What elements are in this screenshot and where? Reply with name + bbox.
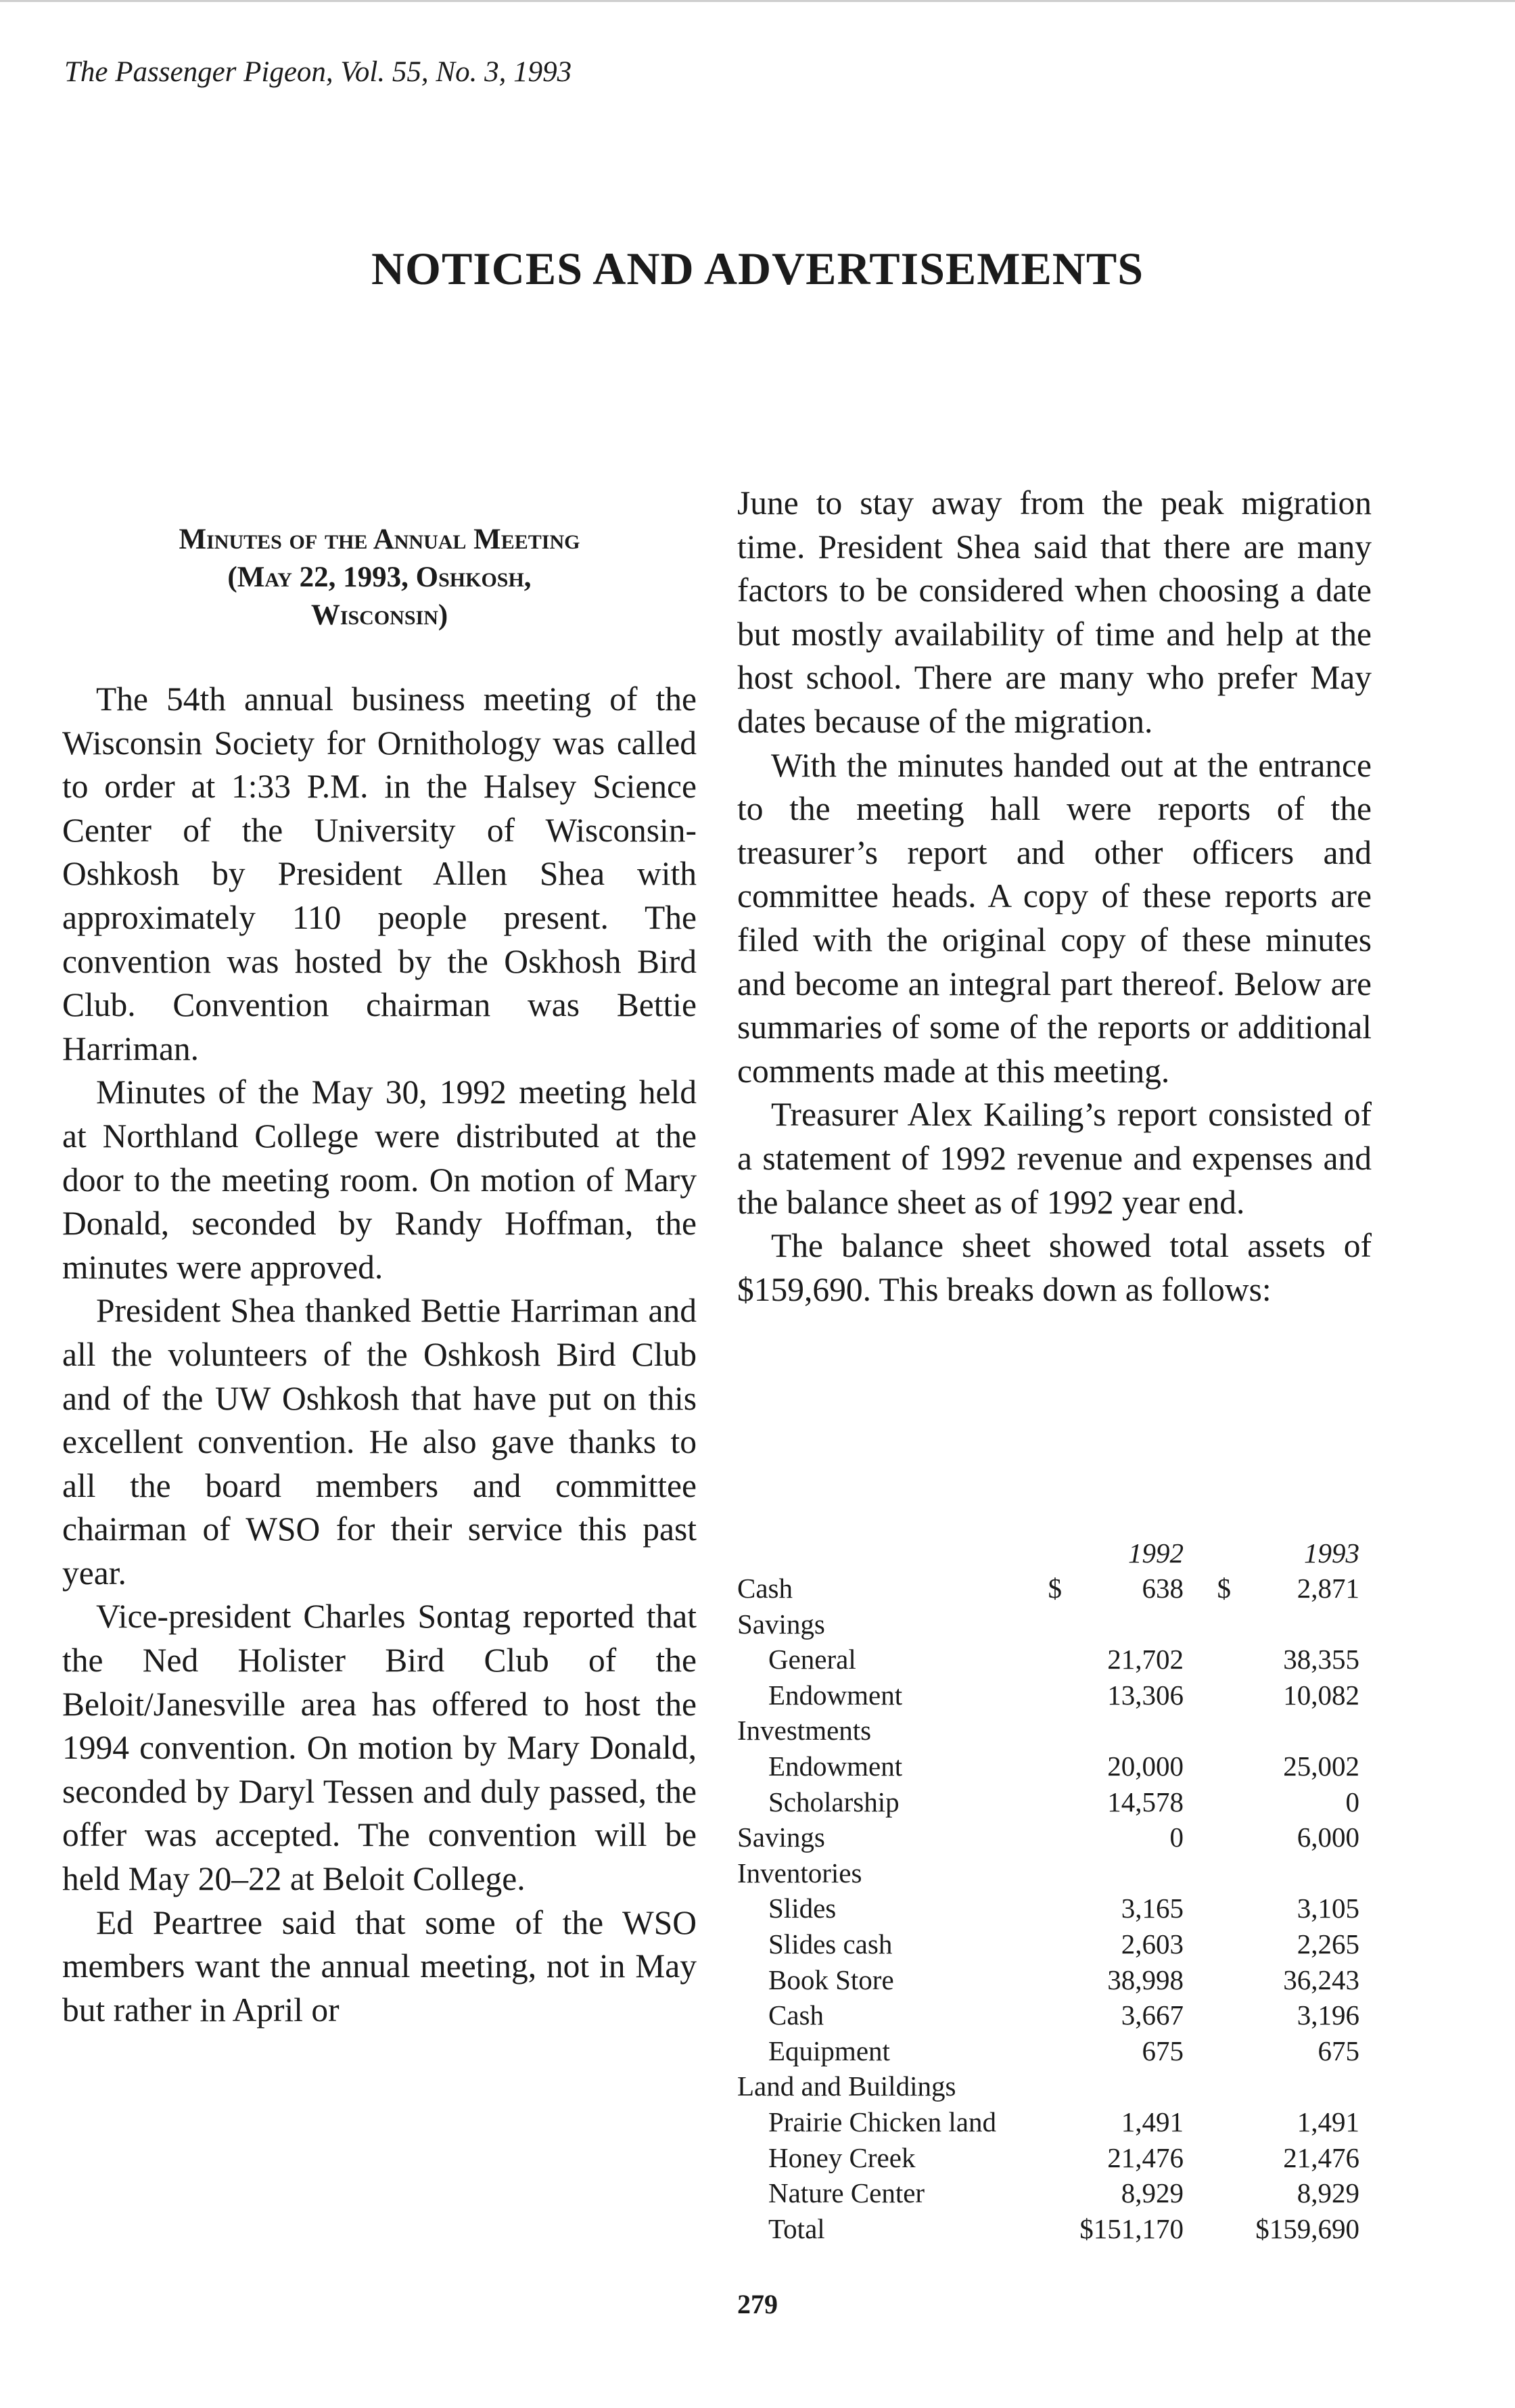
value-1992: 675: [1142, 2035, 1184, 2066]
value-1993: [1231, 1713, 1359, 1749]
value-1993: 2,871: [1297, 1573, 1359, 1604]
table-header-row: [737, 1535, 1359, 1571]
table-row: [737, 1606, 1359, 1642]
paragraph: Minutes of the May 30, 1992 meeting held at Northland College were distributed at the door to the meeting room. On motion of Mary Donald, seconded by Randy Hoffman, the minutes were approved.: [62, 1073, 697, 1286]
table-row: [737, 1855, 1359, 1891]
paragraph: Vice-president Charles Sontag reported that the Ned Holister Bird Club of the Beloit/Janesville area has offered to host the 1994 convention. On motion by Mary Donald, seconded by Daryl Tessen and duly passed, the offer was accepted. The convention will be held May 20–22 at Beloit College.: [62, 1598, 697, 1898]
value-1992: 8,929: [1121, 2177, 1184, 2209]
value-1993: [1231, 2068, 1359, 2104]
balance-sheet-table: [737, 1535, 1359, 2246]
value-1993: [1231, 1855, 1359, 1891]
value-1992: 638: [1142, 1573, 1184, 1604]
value-1993: 8,929: [1297, 2177, 1359, 2209]
section-heading-line: Wisconsin): [310, 599, 448, 631]
row-label: Total: [768, 2213, 825, 2244]
table-row: [737, 1820, 1359, 1855]
column-header-1992: 1992: [1128, 1537, 1184, 1569]
row-label: Cash: [737, 1573, 793, 1604]
table-row: [737, 1997, 1359, 2033]
page-title: NOTICES AND ADVERTISEMENTS: [371, 243, 1144, 294]
row-label: Investments: [737, 1715, 872, 1746]
value-1992: [1062, 1713, 1184, 1749]
table-row: [737, 1891, 1359, 1926]
top-rule: [0, 0, 1515, 2]
value-1992: 21,702: [1107, 1644, 1184, 1675]
row-label: Book Store: [768, 1964, 894, 1995]
row-label: Savings: [737, 1822, 825, 1853]
row-label: Endowment: [768, 1750, 903, 1782]
value-1992: 21,476: [1107, 2141, 1184, 2173]
row-label: Prairie Chicken land: [768, 2106, 997, 2137]
table-row: [737, 1926, 1359, 1962]
value-1992: [1062, 1855, 1184, 1891]
value-1992: 20,000: [1107, 1750, 1184, 1782]
paragraph: June to stay away from the peak migration time. President Shea said that there are many factors to be considered when choosing a date but mostly availability of time and help at the host school. There are many who prefer May dates because of the migration.: [737, 484, 1372, 740]
value-1992: 1,491: [1121, 2106, 1184, 2137]
value-1993: 36,243: [1283, 1964, 1359, 1995]
value-1992: 38,998: [1107, 1964, 1184, 1995]
row-label: Land and Buildings: [737, 2070, 956, 2102]
paragraph: The balance sheet showed total assets of $159,690. This breaks down as follows:: [737, 1227, 1372, 1308]
value-1993: 25,002: [1283, 1750, 1359, 1782]
row-label: Cash: [768, 1999, 824, 2031]
value-1992: $151,170: [1079, 2213, 1184, 2244]
row-label: Slides: [768, 1893, 837, 1924]
table-row: [737, 2033, 1359, 2069]
paragraph: With the minutes handed out at the entrance to the meeting hall were reports of the treasurer’s report and other officers and committee heads. A copy of these reports are filed with the original copy of these minutes and become an integral part thereof. Below are summaries of some of the reports or additional comments made at this meeting.: [737, 746, 1372, 1090]
table-row: [737, 2175, 1359, 2211]
row-label: Honey Creek: [768, 2141, 916, 2173]
row-label: Equipment: [768, 2035, 890, 2066]
left-column: [62, 482, 697, 2032]
row-label: Savings: [737, 1608, 825, 1640]
right-column: [737, 482, 1372, 1312]
row-label: Slides cash: [768, 1928, 893, 1960]
table-row: [737, 1677, 1359, 1713]
table-row: [737, 1642, 1359, 1677]
value-1992: 14,578: [1107, 1786, 1184, 1817]
paragraph: Treasurer Alex Kailing’s report consisted of a statement of 1992 revenue and expenses and the balance sheet as of 1992 year end.: [737, 1096, 1372, 1221]
currency-symbol: $: [1217, 1573, 1231, 1604]
table-row: [737, 1749, 1359, 1784]
section-heading-line: Minutes of the Annual Meeting: [179, 524, 580, 555]
table-row: [737, 2104, 1359, 2140]
table-row: [737, 2140, 1359, 2176]
value-1992: [1062, 2068, 1184, 2104]
balance-sheet-body: [737, 1571, 1359, 2246]
value-1993: 10,082: [1283, 1679, 1359, 1711]
table-row: [737, 1784, 1359, 1820]
section-heading-line: (May 22, 1993, Oshkosh,: [227, 561, 532, 593]
value-1993: 2,265: [1297, 1928, 1359, 1960]
value-1993: 38,355: [1283, 1644, 1359, 1675]
value-1992: 3,667: [1121, 1999, 1184, 2031]
row-label: General: [768, 1644, 856, 1675]
value-1993: 675: [1318, 2035, 1359, 2066]
value-1993: 0: [1345, 1786, 1359, 1817]
currency-symbol: $: [1048, 1573, 1062, 1604]
value-1993: 1,491: [1297, 2106, 1359, 2137]
running-head: The Passenger Pigeon, Vol. 55, No. 3, 1993: [64, 56, 572, 88]
paragraph: The 54th annual business meeting of the Wisconsin Society for Ornithology was called to order at 1:33 P.M. in the Halsey Science Center of the University of Wisconsin-Oshkosh by President Allen Shea with approximately 110 people present. The convention was hosted by the Oskhosh Bird Club. Convention chairman was Bettie Harriman.: [62, 680, 697, 1067]
value-1992: 0: [1169, 1822, 1184, 1853]
row-label: Scholarship: [768, 1786, 900, 1817]
value-1993: $159,690: [1255, 2213, 1359, 2244]
row-label: Endowment: [768, 1679, 903, 1711]
row-label: Inventories: [737, 1857, 862, 1889]
page-number: 279: [737, 2289, 778, 2319]
value-1993: [1231, 1606, 1359, 1642]
table-row: [737, 1571, 1359, 1606]
value-1993: 3,105: [1297, 1893, 1359, 1924]
table-row: [737, 2068, 1359, 2104]
value-1992: [1062, 1606, 1184, 1642]
value-1993: 21,476: [1283, 2141, 1359, 2173]
paragraph: Ed Peartree said that some of the WSO members want the annual meeting, not in May but rather in April or: [62, 1903, 697, 2029]
value-1992: 13,306: [1107, 1679, 1184, 1711]
value-1993: 3,196: [1297, 1999, 1359, 2031]
table-row: [737, 1962, 1359, 1998]
value-1992: 3,165: [1121, 1893, 1184, 1924]
paragraph: President Shea thanked Bettie Harriman and all the volunteers of the Oshkosh Bird Club and of the UW Oshkosh that have put on this excellent convention. He also gave thanks to all the board members and committee chairman of WSO for their service this past year.: [62, 1292, 697, 1592]
value-1992: 2,603: [1121, 1928, 1184, 1960]
table-row: [737, 2211, 1359, 2247]
value-1993: 6,000: [1297, 1822, 1359, 1853]
section-heading: [89, 521, 670, 634]
row-label: Nature Center: [768, 2177, 925, 2209]
column-header-1993: 1993: [1304, 1537, 1359, 1569]
table-row: [737, 1713, 1359, 1749]
